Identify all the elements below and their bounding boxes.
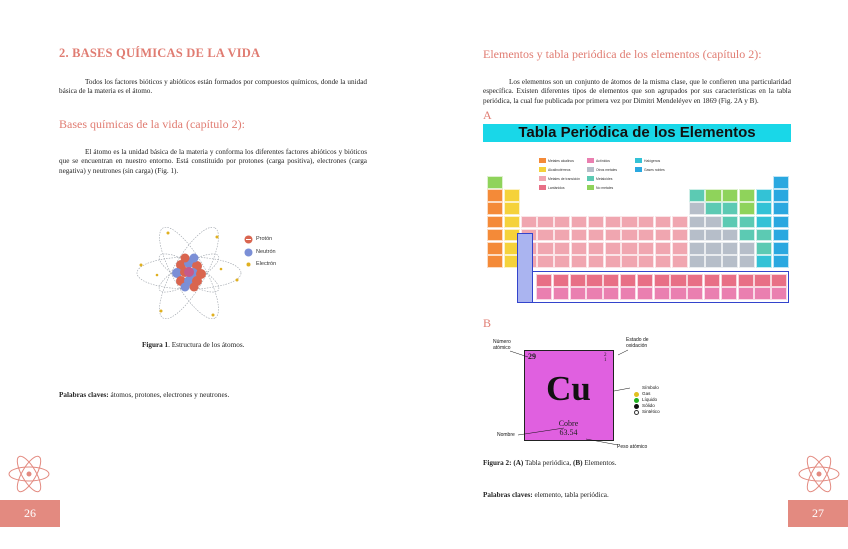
f-block-outline [517,271,789,303]
table-legend-swatch [587,176,594,181]
table-cell [739,255,755,268]
table-cell [739,229,755,242]
figure-1-label: Figura 1 [142,341,169,349]
table-cell [756,202,772,215]
table-legend-label: Alcalinotérreos [548,167,571,172]
table-cell [739,242,755,255]
table-cell [655,229,671,242]
table-cell [487,202,503,215]
table-cell [621,229,637,242]
table-cell [605,255,621,268]
table-cell [705,255,721,268]
card-symbol: Cu [546,369,591,408]
figure-2-text-a: Tabla periódica, [523,459,573,467]
table-cell [739,189,755,202]
table-cell [773,255,789,268]
neutron-icon [244,248,253,257]
keywords-left [59,391,229,400]
table-cell [722,216,738,229]
table-cell [571,242,587,255]
table-legend-swatch [587,158,594,163]
table-cell [655,242,671,255]
legend-symbol: Símbolo [642,385,659,390]
table-cell [672,255,688,268]
subheading: Bases químicas de la vida (capítulo 2): [59,117,245,131]
legend-gas: Gas [642,391,651,396]
table-cell [571,229,587,242]
table-cell [504,202,520,215]
table-cell [756,255,772,268]
table-cell [638,242,654,255]
card-weight: 63.54 [559,428,578,437]
table-legend-swatch [587,185,594,190]
table-legend-swatch [635,158,642,163]
table-legend-label: Actínidos [596,158,610,163]
table-cell [487,216,503,229]
table-cell [588,255,604,268]
table-cell [689,202,705,215]
legend-solid: Sólido [642,403,655,408]
table-legend-label: No metales [596,185,614,190]
figure-2-text-b: Elementos. [582,459,617,467]
table-cell [722,229,738,242]
keywords-right [483,491,609,500]
table-cell [773,176,789,189]
table-cell [705,242,721,255]
legend-neutron: Neutrón [256,249,276,255]
table-cell [571,216,587,229]
body-paragraph: El átomo es la unidad básica de la materia y conforma los diferentes factores abióticos y bióticos que se encuentran en nuestro entorno. Está constituido por protones (carga positiva), electrones (carga negativa) y neutrones (sin carga) (Fig. 1). [59,148,367,175]
periodic-table [483,146,791,310]
table-cell [689,189,705,202]
table-cell [588,216,604,229]
card-state-legend [632,385,660,415]
table-legend-swatch [587,167,594,172]
table-cell [554,255,570,268]
keywords-right-label: Palabras claves: [483,491,533,499]
figure-label-a: A [483,108,492,122]
table-cell [554,242,570,255]
table-cell [521,216,537,229]
keywords-left-text: átomos, protones, electrones y neutrones. [108,391,230,399]
table-cell [655,216,671,229]
table-legend-swatch [539,167,546,172]
figure-2-label-b: (B) [572,459,583,467]
label-weight: Peso atómico [617,444,648,450]
intro-paragraph: Todos los factores bióticos y abióticos están formados por compuestos químicos, donde la unidad básica de la materia es el átomo. [59,78,367,96]
table-cell [605,242,621,255]
table-cell [487,255,503,268]
proton-icon [244,235,253,244]
periodic-table-title: Tabla Periódica de los Elementos [483,124,791,142]
table-cell [588,242,604,255]
figure-1-text: . Estructura de los átomos. [168,341,245,349]
synthetic-dot-icon [634,410,639,415]
table-cell [672,216,688,229]
figure-1-caption [142,341,244,350]
card-name: Cobre [558,419,579,428]
table-cell [722,255,738,268]
table-legend-label: Otros metales [596,167,618,172]
table-cell [621,242,637,255]
label-oxidation: Estado de oxidación [626,337,649,349]
table-cell [621,216,637,229]
atom-structure-figure [133,225,245,321]
table-cell [605,216,621,229]
card-atomic-number: 29 [528,352,536,361]
card-oxidation: 2 1 [604,353,607,363]
atom-decoration-icon [6,452,52,496]
label-name: Nombre [497,432,515,438]
table-cell [689,255,705,268]
table-cell [756,189,772,202]
table-cell [689,216,705,229]
card-annotation-arrows [490,336,640,448]
table-legend-label: Lantánidos [548,185,565,190]
table-cell [554,229,570,242]
f-block-connector [517,233,533,303]
table-cell [722,189,738,202]
table-cell [605,229,621,242]
right-body-paragraph: Los elementos son un conjunto de átomos de la misma clase, que le confieren una particularidad específica. Existen diferentes tipos de elementos que son agrupados por sus características en la tabla periódica, la cual fue publicada por primera vez por Dimitri Mendeléyev en 1869 (Fig. 2A y B). [483,78,791,105]
table-legend-label: Metaloides [596,176,613,181]
legend-liquid: Líquido [642,397,658,402]
table-cell [773,202,789,215]
table-legend-swatch [539,185,546,190]
table-cell [705,216,721,229]
page-number-left: 26 [0,500,60,527]
table-cell [739,202,755,215]
table-cell [504,189,520,202]
keywords-right-text: elemento, tabla periódica. [532,491,609,499]
table-cell [638,229,654,242]
table-cell [487,189,503,202]
table-cell [554,216,570,229]
legend-proton: Protón [256,236,273,242]
table-cell [705,229,721,242]
table-legend-label: Metales de transición [548,176,581,181]
table-cell [487,242,503,255]
atom-decoration-right-icon [796,452,842,496]
label-atomic-number: Número atómico [493,339,511,351]
table-cell [504,216,520,229]
table-cell [487,229,503,242]
table-legend-label: Metales alcalinos [548,158,575,163]
table-cell [773,189,789,202]
table-legend-swatch [539,158,546,163]
table-cell [588,229,604,242]
page-number-right: 27 [788,500,848,527]
table-cell [773,242,789,255]
table-cell [739,216,755,229]
table-cell [537,242,553,255]
table-cell [537,229,553,242]
table-cell [537,255,553,268]
table-cell [773,229,789,242]
right-heading: Elementos y tabla periódica de los elementos (capítulo 2): [483,47,762,61]
figure-2-caption [483,459,617,468]
table-cell [672,229,688,242]
table-cell [756,242,772,255]
table-cell [722,242,738,255]
figure-2-label-a: Figura 2: (A) [483,459,524,467]
table-legend-label: Halógenos [644,158,661,163]
table-cell [705,189,721,202]
section-heading: 2. BASES QUÍMICAS DE LA VIDA [59,46,261,60]
table-cell [638,255,654,268]
table-legend-label: Gases nobles [644,167,665,172]
table-cell [655,255,671,268]
legend-synthetic-row [632,409,660,415]
table-cell [621,255,637,268]
table-legend-swatch [539,176,546,181]
legend-electron: Electrón [256,261,277,267]
table-legend-swatch [635,167,642,172]
electron-icon [246,262,251,267]
nucleus [172,254,206,292]
legend-synthetic: Sintético [642,409,660,414]
table-cell [756,216,772,229]
table-cell [773,216,789,229]
table-cell [722,202,738,215]
table-cell [689,242,705,255]
table-cell [571,255,587,268]
table-cell [537,216,553,229]
table-cell [487,176,503,189]
keywords-left-label: Palabras claves: [59,391,109,399]
table-cell [756,229,772,242]
table-cell [638,216,654,229]
table-cell [705,202,721,215]
table-cell [672,242,688,255]
figure-label-b: B [483,316,492,330]
table-cell [689,229,705,242]
